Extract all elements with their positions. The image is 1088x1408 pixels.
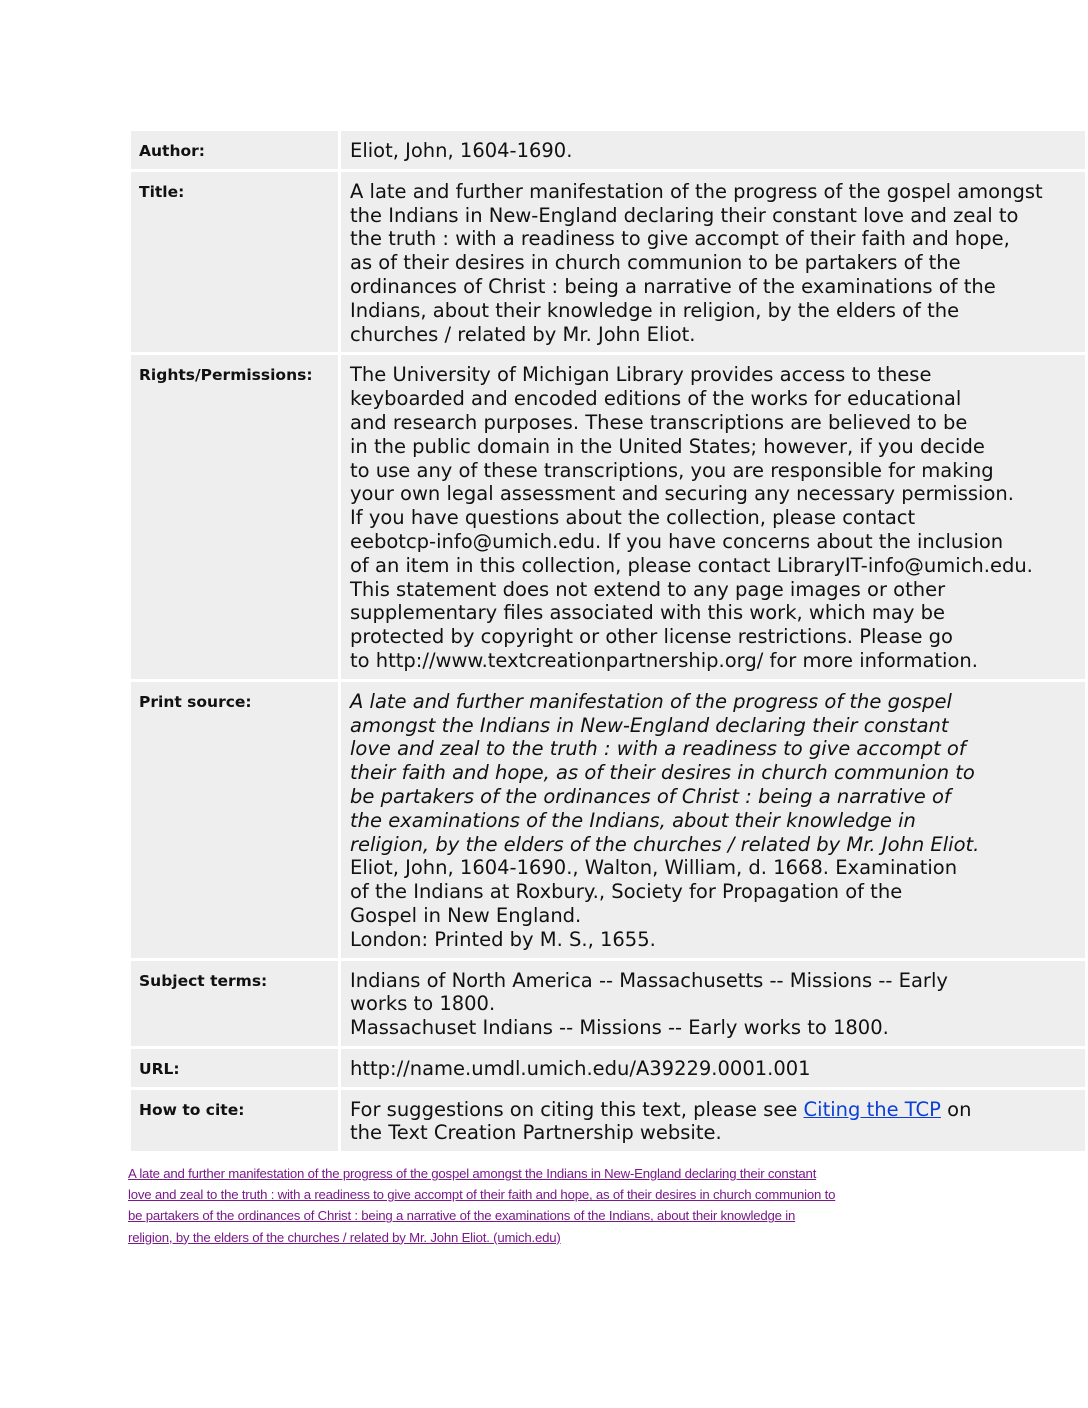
print-source-line: London: Printed by M. S., 1655.	[350, 927, 656, 951]
title-line: ordinances of Christ : being a narrative of the examinations of the	[350, 274, 996, 298]
cite-line	[350, 1098, 1081, 1122]
rights-line: This statement does not extend to any page images or other	[350, 577, 946, 601]
print-source-line: Gospel in New England.	[350, 903, 582, 927]
metadata-table	[128, 128, 1088, 1154]
print-source-line: Eliot, John, 1604-1690., Walton, William, d. 1668. Examination	[350, 856, 958, 880]
title-row	[131, 172, 1085, 353]
title-line: as of their desires in church communion to be partakers of the	[350, 251, 961, 275]
print-source-line: of the Indians at Roxbury., Society for Propagation of the	[350, 880, 903, 904]
rights-line: and research purposes. These transcriptions are believed to be	[350, 410, 968, 434]
rights-row	[131, 355, 1085, 678]
subject-term-line: Indians of North America -- Massachusetts -- Missions -- Early	[350, 968, 948, 992]
subject-term-line: Massachuset Indians -- Missions -- Early works to 1800.	[350, 1016, 889, 1040]
url-row	[131, 1049, 1085, 1087]
rights-line: your own legal assessment and securing any necessary permission.	[350, 482, 1014, 506]
rights-line: protected by copyright or other license restrictions. Please go	[350, 625, 953, 649]
title-label: Title:	[131, 172, 338, 353]
rights-label: Rights/Permissions:	[131, 355, 338, 678]
cite-text-after: on	[940, 1097, 972, 1121]
title-line: Indians, about their knowledge in religion, by the elders of the	[350, 298, 960, 322]
title-line: the Indians in New-England declaring their constant love and zeal to	[350, 203, 1019, 227]
title-value	[341, 172, 1085, 353]
subject-terms-value	[341, 961, 1085, 1046]
subject-term-line: works to 1800.	[350, 992, 496, 1016]
cite-label: How to cite:	[131, 1090, 338, 1152]
cite-text-before: For suggestions on citing this text, please see	[350, 1097, 804, 1121]
rights-line: of an item in this collection, please contact LibraryIT-info@umich.edu.	[350, 553, 1033, 577]
rights-line: to http://www.textcreationpartnership.org/ for more information.	[350, 648, 978, 672]
author-value: Eliot, John, 1604-1690.	[341, 131, 1085, 169]
rights-value	[341, 355, 1085, 678]
source-link-line: be partakers of the ordinances of Christ : being a narrative of the examinations of the Indians, about their knowledge in	[128, 1208, 796, 1224]
title-line: the truth : with a readiness to give accompt of their faith and hope,	[350, 227, 1010, 251]
title-line: churches / related by Mr. John Eliot.	[350, 322, 696, 346]
cite-row	[131, 1090, 1085, 1152]
rights-line: in the public domain in the United States; however, if you decide	[350, 434, 985, 458]
author-row	[131, 131, 1085, 169]
rights-line: keyboarded and encoded editions of the works for educational	[350, 387, 962, 411]
print-source-title-line: the examinations of the Indians, about their knowledge in	[350, 808, 916, 832]
cite-value	[341, 1090, 1085, 1152]
citing-the-tcp-link[interactable]: Citing the TCP	[803, 1097, 941, 1121]
print-source-title-line: be partakers of the ordinances of Christ : being a narrative of	[350, 784, 951, 808]
rights-line: The University of Michigan Library provides access to these	[350, 363, 932, 387]
print-source-title-line: their faith and hope, as of their desires in church communion to	[350, 761, 975, 785]
print-source-title-line: love and zeal to the truth : with a readiness to give accompt of	[350, 737, 966, 761]
print-source-label: Print source:	[131, 682, 338, 958]
source-title-link[interactable]	[128, 1163, 988, 1248]
url-label: URL:	[131, 1049, 338, 1087]
source-link-line: A late and further manifestation of the progress of the gospel amongst the Indians in New-England declaring their constant	[128, 1166, 817, 1181]
source-link-line: love and zeal to the truth : with a readiness to give accompt of their faith and hope, as of their desires in church communion to	[128, 1187, 836, 1203]
author-label: Author:	[131, 131, 338, 169]
print-source-title-line: amongst the Indians in New-England declaring their constant	[350, 713, 949, 737]
subject-terms-row	[131, 961, 1085, 1046]
print-source-title-line: A late and further manifestation of the progress of the gospel	[350, 689, 952, 713]
source-link-line: religion, by the elders of the churches / related by Mr. John Eliot. (umich.edu)	[128, 1229, 561, 1245]
rights-line: If you have questions about the collection, please contact	[350, 506, 916, 530]
title-line: A late and further manifestation of the progress of the gospel amongst	[350, 179, 1043, 203]
url-value: http://name.umdl.umich.edu/A39229.0001.001	[341, 1049, 1085, 1087]
rights-line: eebotcp-info@umich.edu. If you have concerns about the inclusion	[350, 529, 1004, 553]
subject-terms-label: Subject terms:	[131, 961, 338, 1046]
print-source-row	[131, 682, 1085, 958]
print-source-value	[341, 682, 1085, 958]
cite-line-2: the Text Creation Partnership website.	[350, 1121, 722, 1145]
rights-line: supplementary files associated with this work, which may be	[350, 601, 945, 625]
rights-line: to use any of these transcriptions, you are responsible for making	[350, 458, 994, 482]
print-source-title-line: religion, by the elders of the churches / related by Mr. John Eliot.	[350, 832, 980, 856]
